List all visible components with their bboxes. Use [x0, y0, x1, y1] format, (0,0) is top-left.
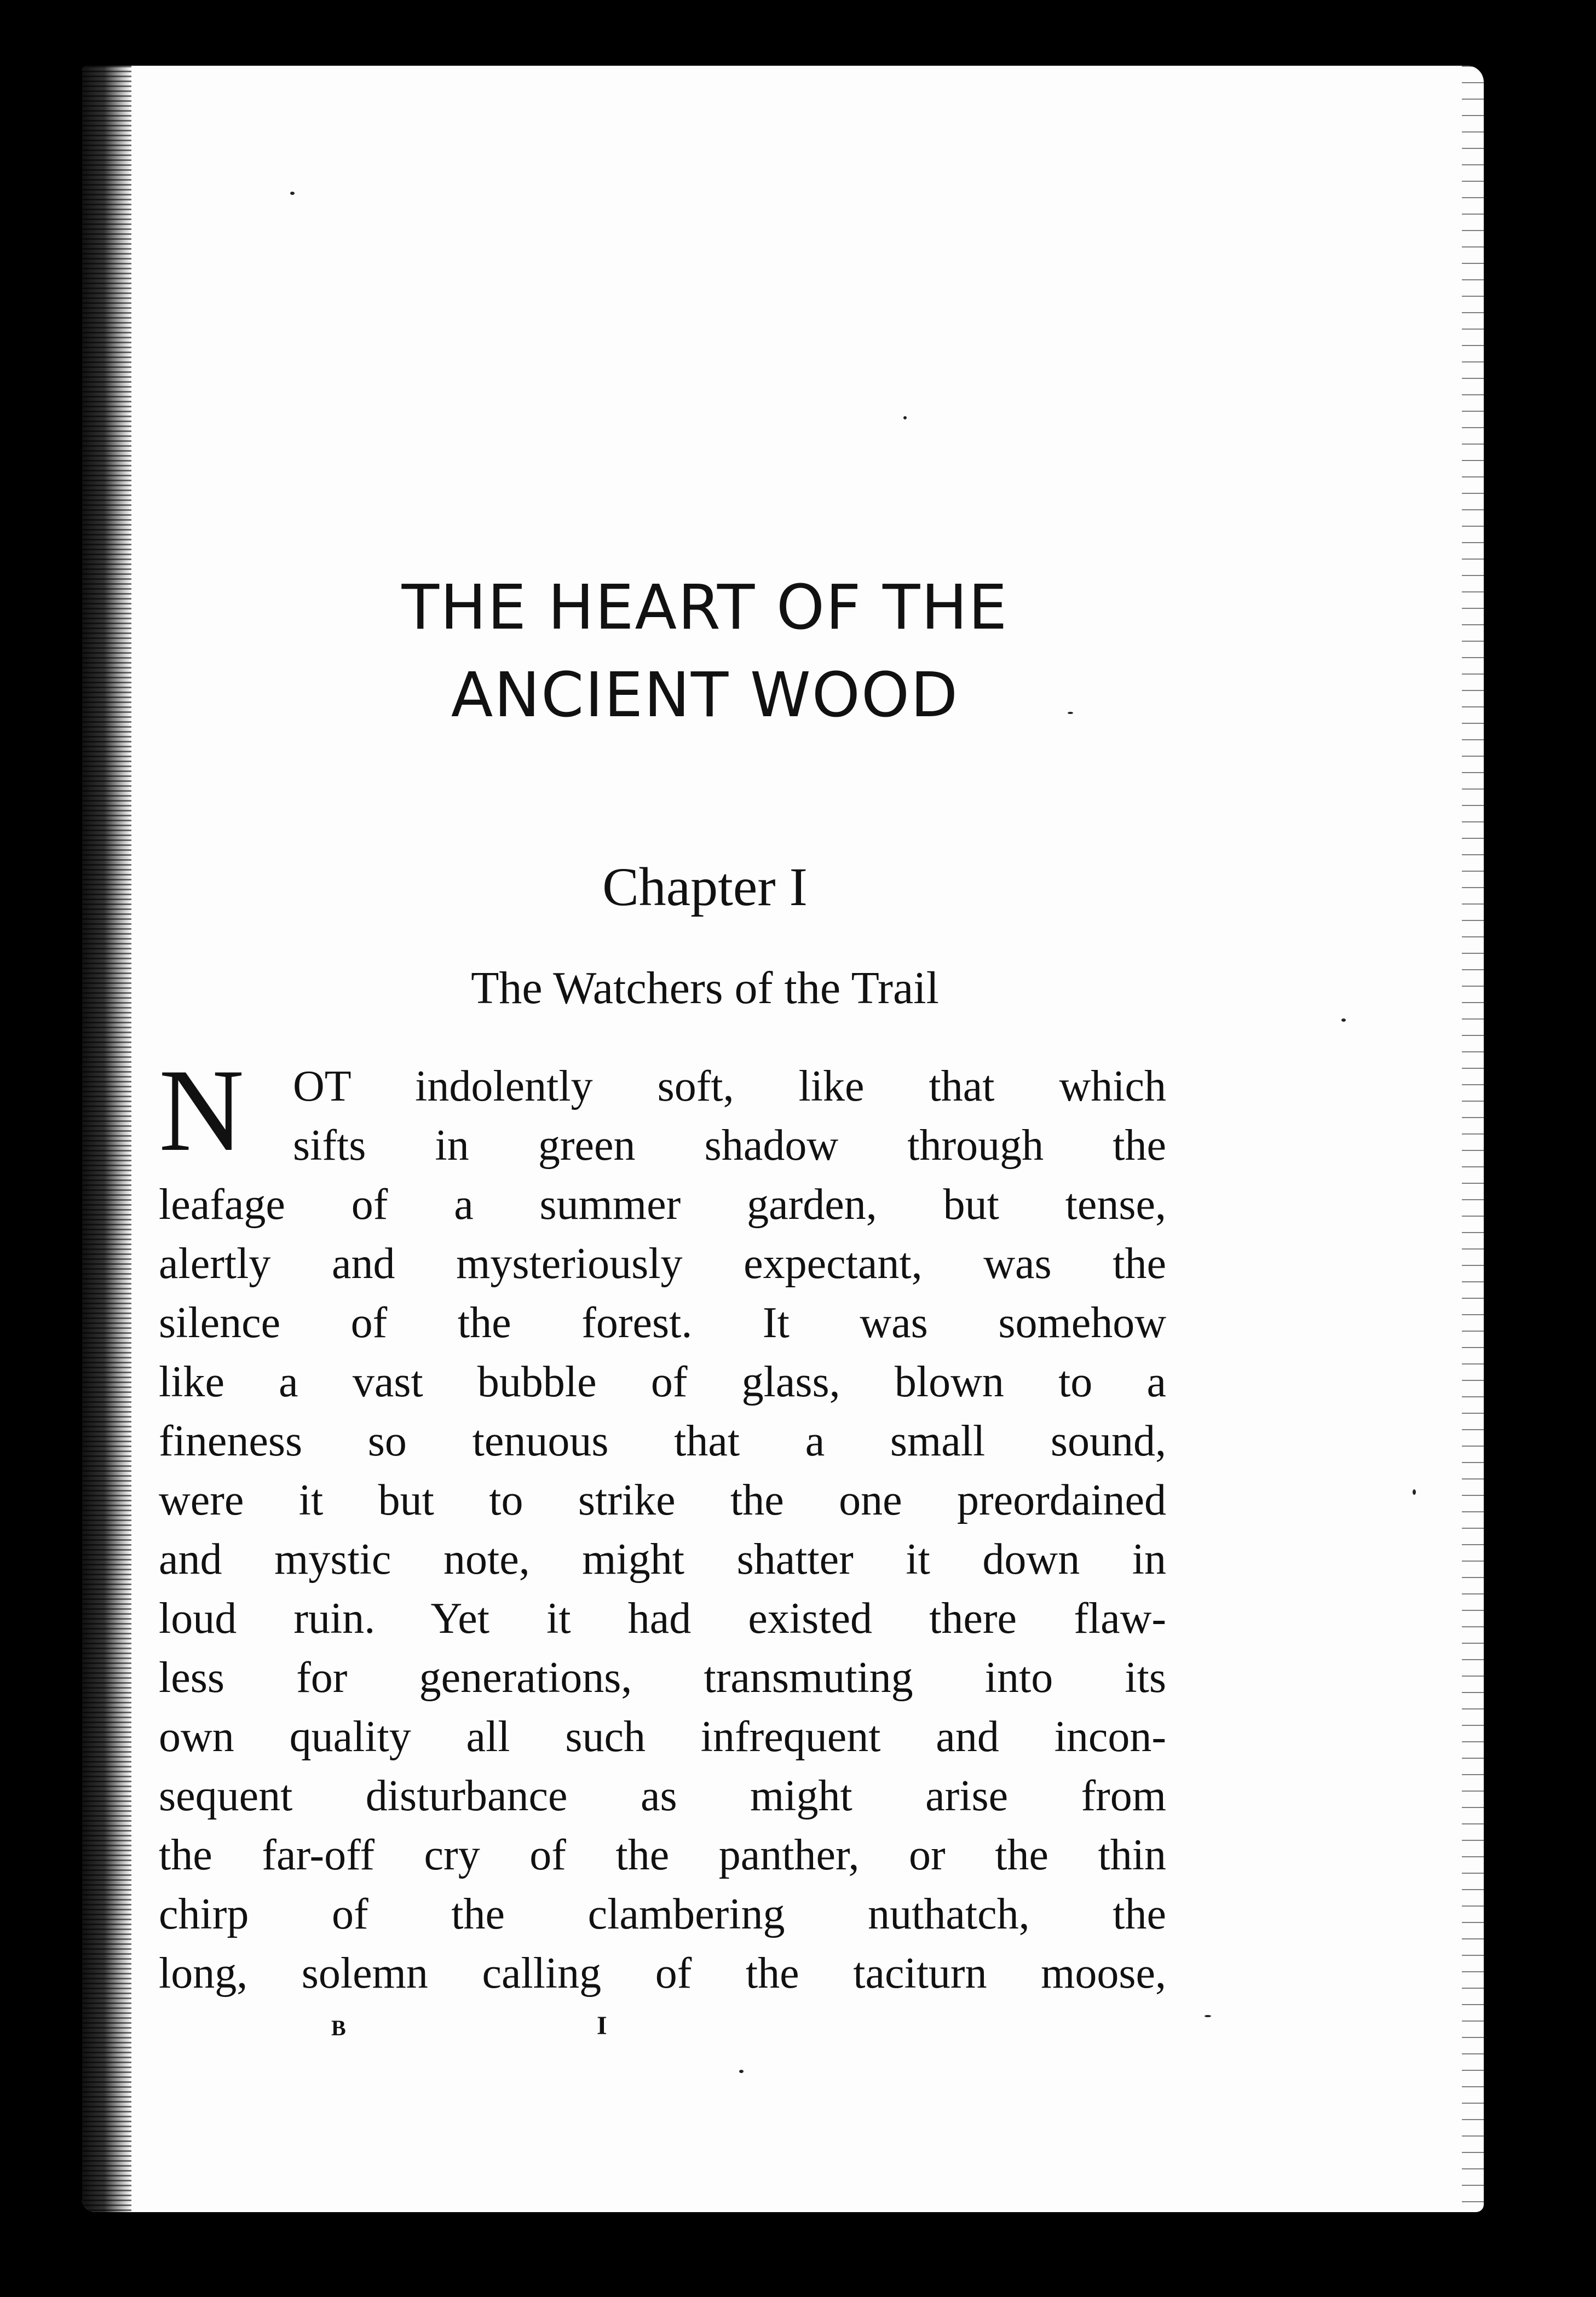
body-line: long, solemn calling of the taciturn moose,	[159, 1949, 1166, 1997]
scan-speck	[1341, 1018, 1346, 1022]
scan-speck	[903, 416, 907, 419]
signature-mark: B	[331, 2016, 346, 2040]
body-line: and mystic note, might shatter it down in	[159, 1535, 1166, 1584]
body-line: alertly and mysteriously expectant, was the	[159, 1240, 1166, 1288]
body-line: silence of the forest. It was somehow	[159, 1299, 1166, 1347]
scan-speck	[1413, 1489, 1416, 1495]
page-edge-speckle	[1462, 66, 1484, 2212]
page-number: I	[597, 2011, 607, 2040]
scan-speck	[739, 2070, 744, 2073]
body-line: chirp of the clambering nuthatch, the	[159, 1890, 1166, 1938]
body-line: were it but to strike the one preordained	[159, 1476, 1166, 1524]
body-line: sifts in green shadow through the	[293, 1121, 1166, 1170]
scan-speck	[1068, 712, 1073, 714]
chapter-number: Chapter I	[602, 856, 808, 917]
book-page	[82, 66, 1484, 2212]
body-line: less for generations, transmuting into its	[159, 1654, 1166, 1702]
body-line: leafage of a summer garden, but tense,	[159, 1181, 1166, 1229]
body-line: loud ruin. Yet it had existed there flaw-	[159, 1594, 1166, 1643]
body-line: OT indolently soft, like that which	[293, 1062, 1166, 1110]
drop-cap-initial: N	[159, 1045, 244, 1176]
scan-speck	[290, 192, 295, 195]
book-title	[82, 564, 1328, 739]
scan-speck	[1205, 2015, 1211, 2017]
book-title-line-1: THE HEART OF THE	[401, 572, 1009, 643]
body-line: like a vast bubble of glass, blown to a	[159, 1358, 1166, 1406]
chapter-title: The Watchers of the Trail	[471, 963, 939, 1014]
body-line: own quality all such infrequent and incon-	[159, 1713, 1166, 1761]
binding-gutter	[82, 66, 131, 2212]
body-line: fineness so tenuous that a small sound,	[159, 1417, 1166, 1465]
body-line: the far-off cry of the panther, or the thin	[159, 1831, 1166, 1879]
body-line: sequent disturbance as might arise from	[159, 1772, 1166, 1820]
book-title-line-2: ANCIENT WOOD	[451, 660, 959, 731]
